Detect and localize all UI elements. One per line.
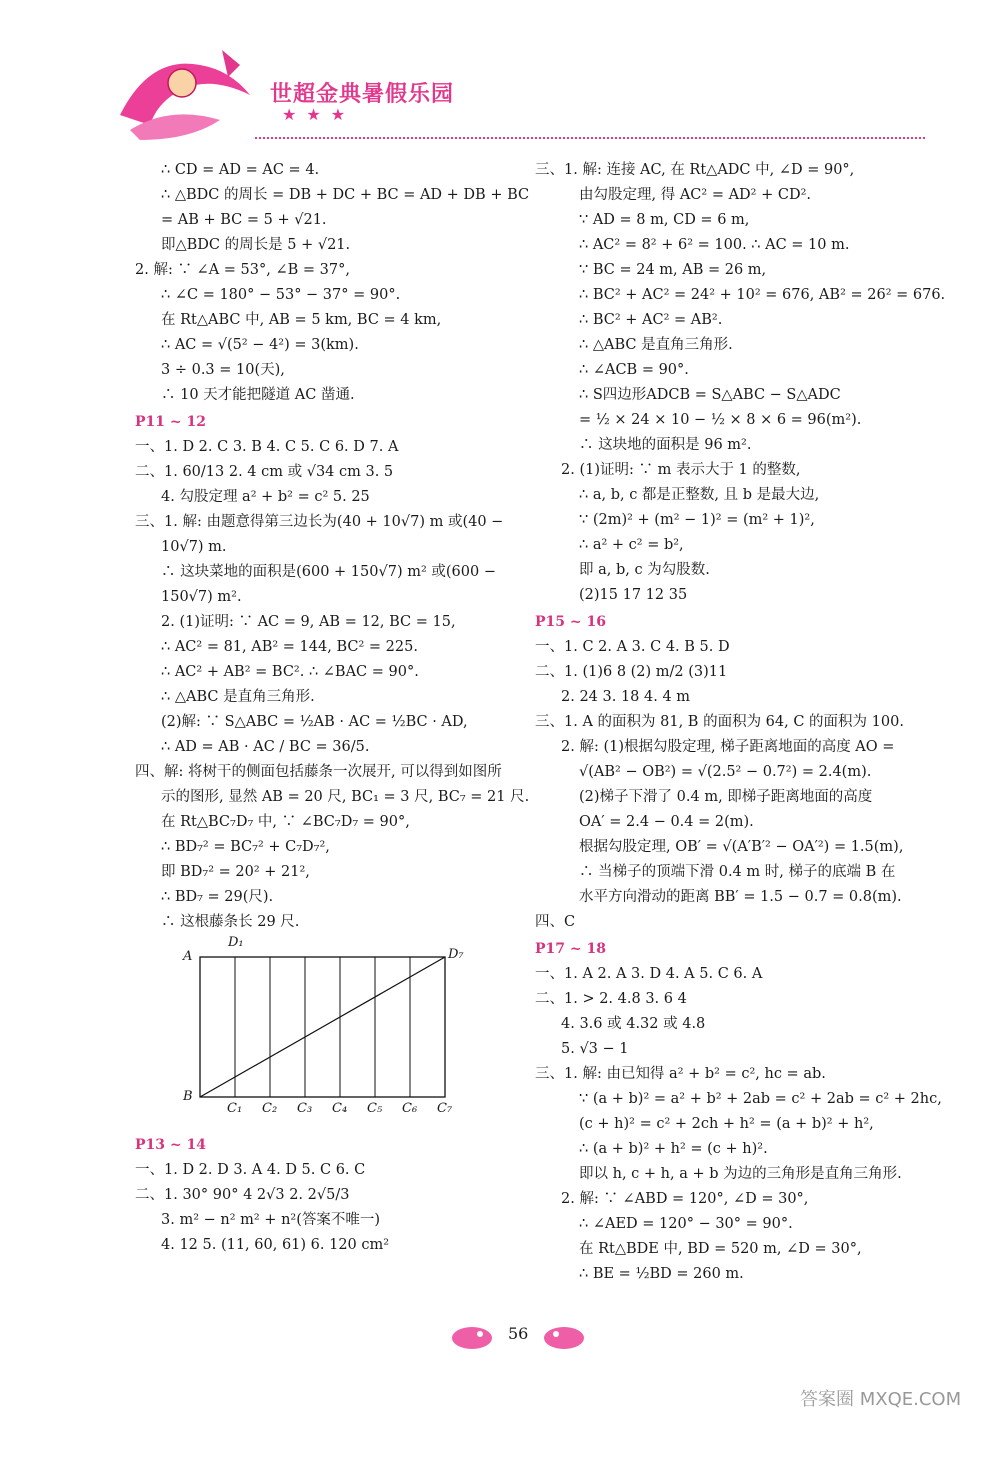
answer-line: ∴ a, b, c 都是正整数, 且 b 是最大边, — [579, 487, 820, 503]
answer-line: ∵ (2m)² + (m² − 1)² = (m² + 1)², — [579, 512, 815, 528]
answer-line: ∴ BC² + AC² = AB². — [579, 312, 723, 328]
answer-line: ∴ BC² + AC² = 24² + 10² = 676, AB² = 26² = 676. — [579, 287, 946, 303]
page-footer — [450, 1318, 590, 1354]
answer-line: 5. √3 − 1 — [561, 1041, 629, 1057]
answer-line: ∴ a² + c² = b², — [579, 537, 684, 553]
answer-line: 二、1. 60/13 2. 4 cm 或 √34 cm 3. 5 — [135, 464, 394, 480]
answer-line: 一、1. C 2. A 3. C 4. B 5. D — [535, 639, 730, 655]
answer-line: ∴ (a + b)² + h² = (c + h)². — [579, 1141, 768, 1157]
answer-line: 即 BD₇² = 20² + 21², — [161, 864, 310, 880]
answer-line: ∴ ∠ACB = 90°. — [579, 362, 689, 378]
answer-line: 2. 解: ∵ ∠A = 53°, ∠B = 37°, — [135, 262, 350, 278]
label-C5: C₅ — [367, 1101, 383, 1116]
label-C1: C₁ — [227, 1101, 243, 1116]
answer-line: 示的图形, 显然 AB = 20 尺, BC₁ = 3 尺, BC₇ = 21 尺. — [161, 789, 530, 805]
watermark: 答案圈 MXQE.COM — [800, 1389, 962, 1410]
answer-line: ∴ AD = AB · AC / BC = 36/5. — [161, 739, 370, 755]
answer-line: 4. 12 5. (11, 60, 61) 6. 120 cm² — [161, 1237, 390, 1253]
answer-line: ∴ ∠C = 180° − 53° − 37° = 90°. — [161, 287, 401, 303]
answer-line: 一、1. D 2. C 3. B 4. C 5. C 6. D 7. A — [135, 439, 399, 455]
label-C4: C₄ — [332, 1101, 348, 1116]
label-C7: C₇ — [437, 1101, 453, 1116]
answer-line: ∴ AC = √(5² − 4²) = 3(km). — [161, 337, 359, 353]
answer-line: 由勾股定理, 得 AC² = AD² + CD². — [579, 187, 811, 203]
answer-line: ∴ ∠AED = 120° − 30° = 90°. — [579, 1216, 793, 1232]
answer-line: 二、1. > 2. 4.8 3. 6 4 — [535, 991, 687, 1007]
label-D1: D₁ — [228, 935, 244, 950]
answer-line: 即△BDC 的周长是 5 + √21. — [161, 237, 351, 253]
vine-figure — [180, 935, 480, 1127]
answer-line: √(AB² − OB²) = √(2.5² − 0.7²) = 2.4(m). — [579, 764, 872, 780]
answer-line: 3. m² − n² m² + n²(答案不唯一) — [161, 1212, 381, 1228]
answer-line: 三、1. 解: 连接 AC, 在 Rt△ADC 中, ∠D = 90°, — [535, 162, 855, 178]
section-heading: P15 ~ 16 — [535, 614, 606, 630]
answer-line: ∴ BD₇ = 29(尺). — [161, 889, 274, 905]
header-divider — [255, 137, 925, 139]
brand-stars: ★★★ — [282, 105, 356, 124]
answer-line: ∴ 这块菜地的面积是(600 + 150√7) m² 或(600 − — [161, 564, 496, 580]
answer-line: 在 Rt△BDE 中, BD = 520 m, ∠D = 30°, — [579, 1241, 862, 1257]
answer-line: 2. (1)证明: ∵ m 表示大于 1 的整数, — [561, 462, 801, 478]
answer-line: 一、1. D 2. D 3. A 4. D 5. C 6. C — [135, 1162, 366, 1178]
answer-line: (2)梯子下滑了 0.4 m, 即梯子距离地面的高度 — [579, 789, 873, 805]
answer-line: 2. 24 3. 18 4. 4 m — [561, 689, 691, 705]
answer-line: ∴ △ABC 是直角三角形. — [161, 689, 315, 705]
mascot-logo-icon — [110, 45, 270, 145]
answer-line: 二、1. 30° 90° 4 2√3 2. 2√5/3 — [135, 1187, 350, 1203]
answer-line: ∵ BC = 24 m, AB = 26 m, — [579, 262, 767, 278]
label-A: A — [183, 949, 193, 964]
answer-line: 4. 3.6 或 4.32 或 4.8 — [561, 1016, 706, 1032]
answer-line: 三、1. A 的面积为 81, B 的面积为 64, C 的面积为 100. — [535, 714, 904, 730]
label-C6: C₆ — [402, 1101, 418, 1116]
left-column — [135, 158, 535, 1258]
section-heading: P13 ~ 14 — [135, 1137, 206, 1153]
answer-line: ∴ BE = ½BD = 260 m. — [579, 1266, 744, 1282]
answer-line: 三、1. 解: 由已知得 a² + b² = c², hc = ab. — [535, 1066, 826, 1082]
page-number: 56 — [508, 1324, 529, 1343]
answer-line: 150√7) m². — [161, 589, 242, 605]
answer-line: 3 ÷ 0.3 = 10(天), — [161, 362, 285, 378]
answer-line: ∴ AC² = 81, AB² = 144, BC² = 225. — [161, 639, 418, 655]
right-column — [535, 158, 946, 1287]
answer-line: 在 Rt△BC₇D₇ 中, ∵ ∠BC₇D₇ = 90°, — [161, 814, 410, 830]
answer-line: 根据勾股定理, OB′ = √(A′B′² − OA′²) = 1.5(m), — [579, 839, 904, 855]
answer-line: 一、1. A 2. A 3. D 4. A 5. C 6. A — [535, 966, 763, 982]
page-header — [110, 45, 930, 150]
answer-line: 10√7) m. — [161, 539, 227, 555]
answer-line: = AB + BC = 5 + √21. — [161, 212, 327, 228]
answer-line: 三、1. 解: 由题意得第三边长为(40 + 10√7) m 或(40 − — [135, 514, 504, 530]
answer-line: 即 a, b, c 为勾股数. — [579, 562, 710, 578]
answer-line: ∵ (a + b)² = a² + b² + 2ab = c² + 2ab = c² + 2hc, — [579, 1091, 942, 1107]
answer-line: 四、C — [535, 914, 576, 930]
answer-line: 即以 h, c + h, a + b 为边的三角形是直角三角形. — [579, 1166, 902, 1182]
answer-line: (2)解: ∵ S△ABC = ½AB · AC = ½BC · AD, — [161, 714, 468, 730]
bird-right-icon — [542, 1320, 586, 1350]
answer-line: ∴ △BDC 的周长 = DB + DC + BC = AD + DB + BC — [161, 187, 530, 203]
left-lines-2 — [135, 1133, 535, 1258]
answer-line: ∴ 这块地的面积是 96 m². — [579, 437, 752, 453]
label-C2: C₂ — [262, 1101, 278, 1116]
answer-line: OA′ = 2.4 − 0.4 = 2(m). — [579, 814, 754, 830]
answer-line: 水平方向滑动的距离 BB′ = 1.5 − 0.7 = 0.8(m). — [579, 889, 902, 905]
answer-line: 二、1. (1)6 8 (2) m/2 (3)11 — [535, 664, 728, 680]
brand-title: 世超金典暑假乐园 — [270, 82, 455, 107]
answer-line: ∴ S四边形ADCB = S△ABC − S△ADC — [579, 387, 841, 403]
answer-line: ∴ 10 天才能把隧道 AC 凿通. — [161, 387, 355, 403]
answer-line: ∴ 这根藤条长 29 尺. — [161, 914, 300, 930]
answer-line: 在 Rt△ABC 中, AB = 5 km, BC = 4 km, — [161, 312, 442, 328]
answer-line: ∴ △ABC 是直角三角形. — [579, 337, 733, 353]
answer-line: ∴ AC² + AB² = BC². ∴ ∠BAC = 90°. — [161, 664, 419, 680]
answer-line: 2. 解: ∵ ∠ABD = 120°, ∠D = 30°, — [561, 1191, 809, 1207]
answer-line: (c + h)² = c² + 2ch + h² = (a + b)² + h², — [579, 1116, 874, 1132]
section-heading: P11 ~ 12 — [135, 414, 206, 430]
bird-left-icon — [450, 1320, 494, 1350]
answer-line: 4. 勾股定理 a² + b² = c² 5. 25 — [161, 489, 370, 505]
label-C3: C₃ — [297, 1101, 313, 1116]
answer-line: ∴ AC² = 8² + 6² = 100. ∴ AC = 10 m. — [579, 237, 850, 253]
answer-line: ∴ BD₇² = BC₇² + C₇D₇², — [161, 839, 330, 855]
label-D7: D₇ — [448, 947, 464, 962]
answer-line: ∵ AD = 8 m, CD = 6 m, — [579, 212, 750, 228]
label-B: B — [183, 1089, 193, 1104]
answer-line: ∴ CD = AD = AC = 4. — [161, 162, 320, 178]
right-lines — [535, 158, 946, 1287]
answer-line: (2)15 17 12 35 — [579, 587, 688, 603]
section-heading: P17 ~ 18 — [535, 941, 606, 957]
answer-line: 2. (1)证明: ∵ AC = 9, AB = 12, BC = 15, — [161, 614, 456, 630]
answer-line: ∴ 当梯子的顶端下滑 0.4 m 时, 梯子的底端 B 在 — [579, 864, 896, 880]
answer-line: 2. 解: (1)根据勾股定理, 梯子距离地面的高度 AO = — [561, 739, 895, 755]
answer-line: = ½ × 24 × 10 − ½ × 8 × 6 = 96(m²). — [579, 412, 862, 428]
left-lines — [135, 158, 535, 935]
answer-line: 四、解: 将树干的侧面包括藤条一次展开, 可以得到如图所 — [135, 764, 502, 780]
